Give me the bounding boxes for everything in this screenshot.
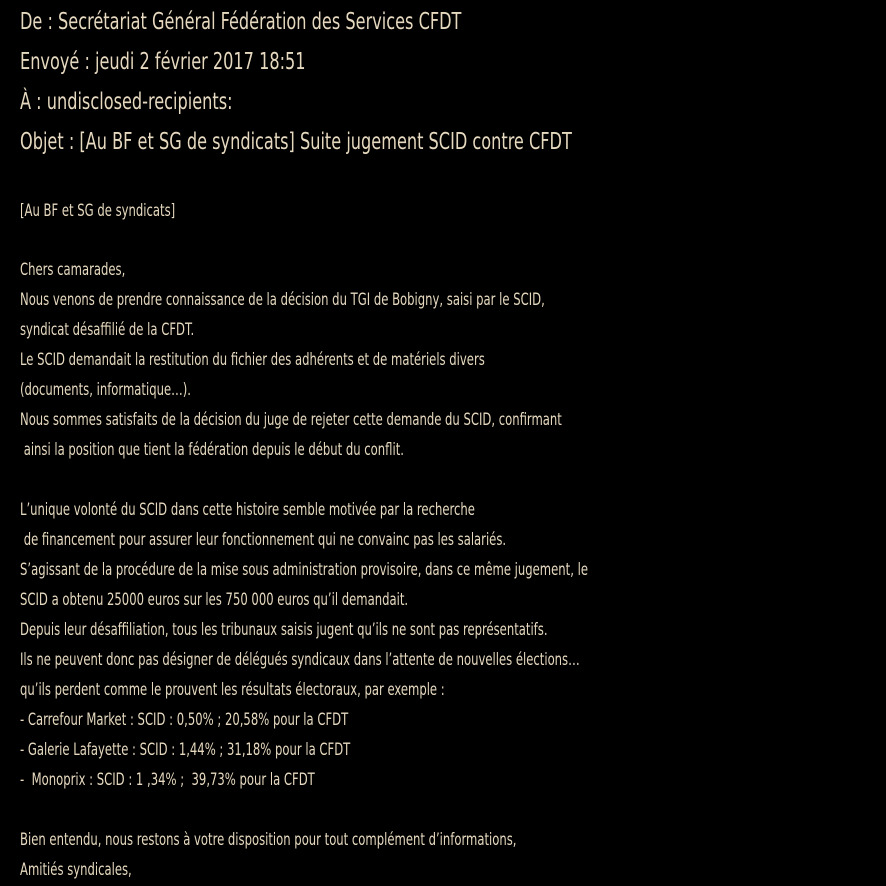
- paragraph-2-line: SCID a obtenu 25000 euros sur les 750 000 euros qu’il demandait.: [20, 590, 409, 610]
- paragraph-1-line: Nous venons de prendre connaissance de la décision du TGI de Bobigny, saisi par le SCID,: [20, 290, 545, 310]
- greeting: Chers camarades,: [20, 260, 126, 280]
- result-item: - Galerie Lafayette : SCID : 1,44% ; 31,18% pour la CFDT: [20, 740, 351, 760]
- paragraph-1-line: ainsi la position que tient la fédération depuis le début du conflit.: [20, 440, 404, 460]
- sent-line: Envoyé : jeudi 2 février 2017 18:51: [20, 49, 306, 75]
- to-line: À : undisclosed-recipients:: [20, 89, 233, 115]
- paragraph-2-line: L’unique volonté du SCID dans cette histoire semble motivée par la recherche: [20, 500, 475, 520]
- paragraph-2-line: S’agissant de la procédure de la mise sous administration provisoire, dans ce même jugement, le: [20, 560, 588, 580]
- from-line: De : Secrétariat Général Fédération des Services CFDT: [20, 9, 462, 35]
- paragraph-1-line: Le SCID demandait la restitution du fichier des adhérents et de matériels divers: [20, 350, 485, 370]
- paragraph-1-line: Nous sommes satisfaits de la décision du juge de rejeter cette demande du SCID, confirmant: [20, 410, 562, 430]
- result-item: - Monoprix : SCID : 1 ,34% ; 39,73% pour la CFDT: [20, 770, 315, 790]
- sign-off: Amitiés syndicales,: [20, 860, 132, 880]
- subject-line: Objet : [Au BF et SG de syndicats] Suite jugement SCID contre CFDT: [20, 129, 572, 155]
- paragraph-1-line: syndicat désaffilié de la CFDT.: [20, 320, 195, 340]
- paragraph-2-line: Ils ne peuvent donc pas désigner de délégués syndicaux dans l’attente de nouvelles élections…: [20, 650, 580, 670]
- paragraph-2-line: qu’ils perdent comme le prouvent les résultats électoraux, par exemple :: [20, 680, 445, 700]
- paragraph-2-line: Depuis leur désaffiliation, tous les tribunaux saisis jugent qu’ils ne sont pas représentatifs.: [20, 620, 548, 640]
- result-item: - Carrefour Market : SCID : 0,50% ; 20,58% pour la CFDT: [20, 710, 349, 730]
- paragraph-1-line: (documents, informatique…).: [20, 380, 191, 400]
- closing-line: Bien entendu, nous restons à votre disposition pour tout complément d’informations,: [20, 830, 517, 850]
- paragraph-2-line: de financement pour assurer leur fonctionnement qui ne convainc pas les salariés.: [20, 530, 507, 550]
- recipient-tag: [Au BF et SG de syndicats]: [20, 201, 176, 221]
